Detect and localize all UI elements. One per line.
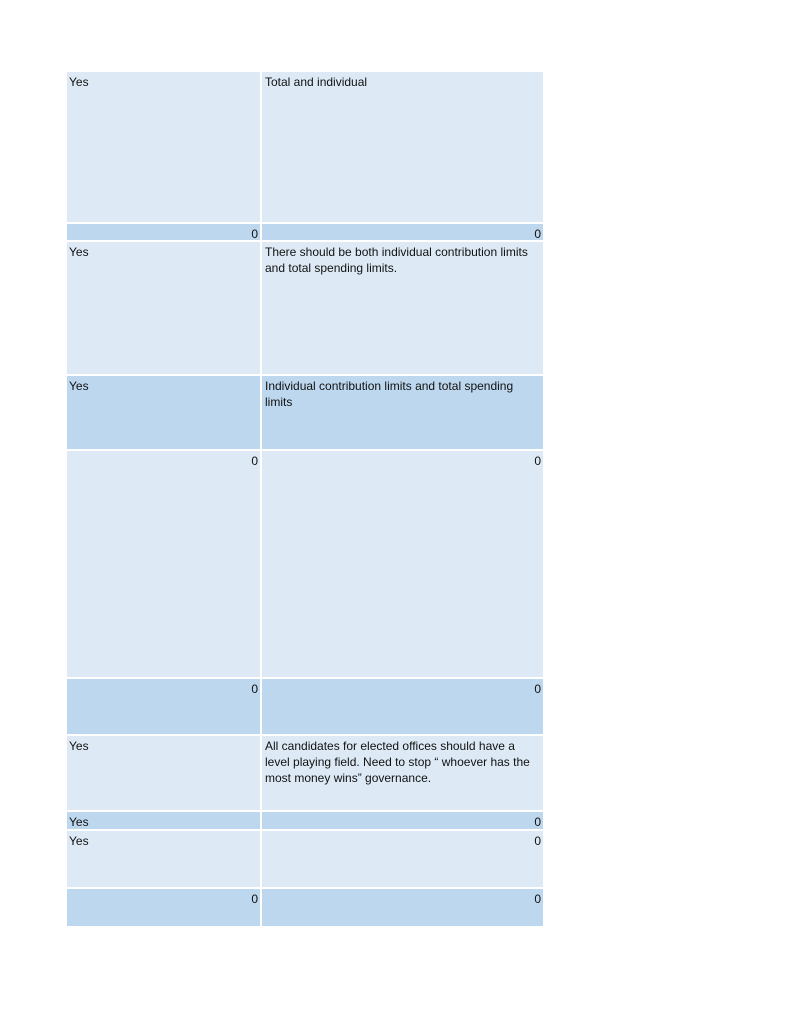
cell-comment: There should be both individual contribution limits and total spending limits.: [262, 242, 543, 376]
cell-comment: All candidates for elected offices should have a level playing field. Need to stop “ whoever has the most money wins” governance.: [262, 736, 543, 812]
cell-response: 0: [67, 679, 260, 736]
cell-comment: 0: [262, 812, 543, 831]
cell-response: Yes: [67, 72, 260, 224]
cell-response: Yes: [67, 736, 260, 812]
cell-response: Yes: [67, 376, 260, 451]
cell-response: Yes: [67, 831, 260, 889]
cell-response: Yes: [67, 812, 260, 831]
cell-response: Yes: [67, 242, 260, 376]
cell-comment: 0: [262, 889, 543, 926]
spreadsheet-table: [67, 72, 543, 926]
cell-comment: Total and individual: [262, 72, 543, 224]
cell-response: 0: [67, 889, 260, 926]
cell-response: 0: [67, 224, 260, 242]
cell-comment: Individual contribution limits and total spending limits: [262, 376, 543, 451]
cell-comment: 0: [262, 679, 543, 736]
cell-comment: 0: [262, 831, 543, 889]
cell-comment: 0: [262, 224, 543, 242]
cell-response: 0: [67, 451, 260, 679]
cell-comment: 0: [262, 451, 543, 679]
